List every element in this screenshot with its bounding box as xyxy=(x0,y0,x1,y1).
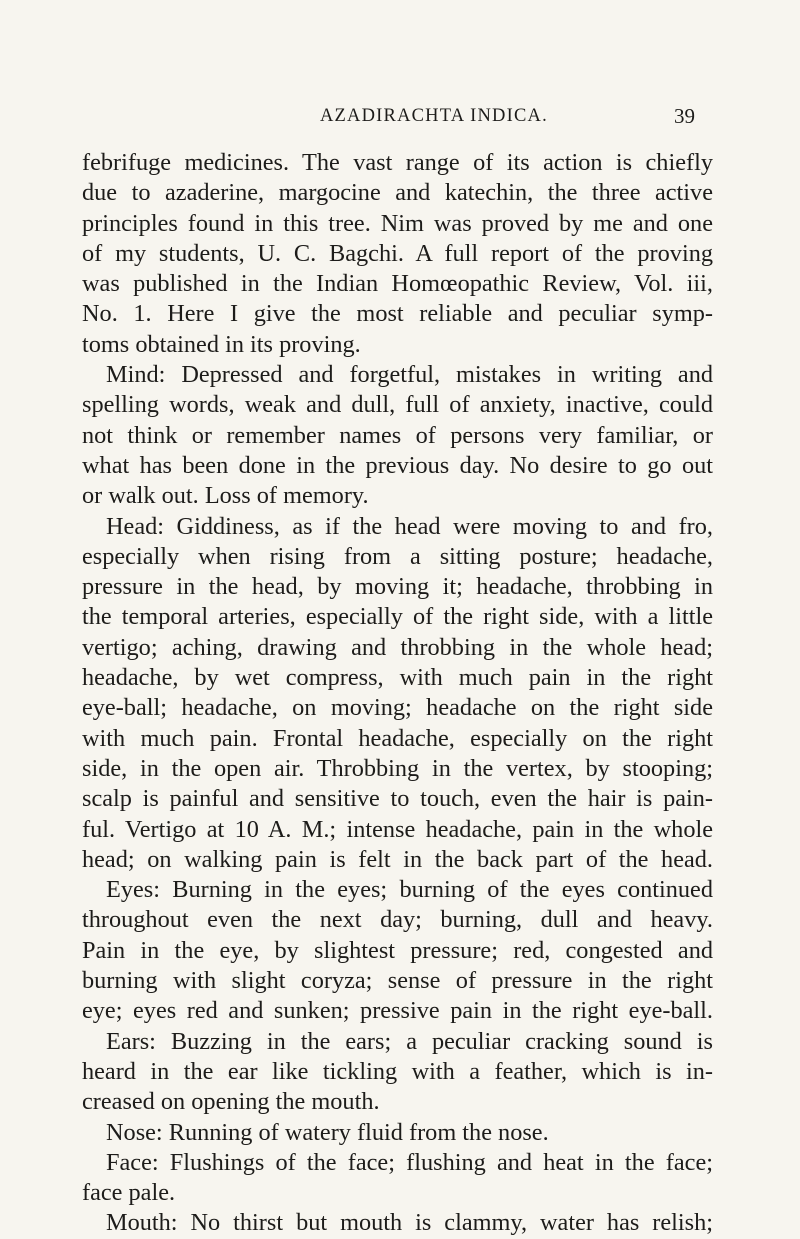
text-line: Mouth: No thirst but mouth is clammy, water has relish; xyxy=(106,1209,713,1237)
text-line: the temporal arteries, especially of the right side, with a little xyxy=(82,603,713,631)
text-line: eye; eyes red and sunken; pressive pain in the right eye-ball. xyxy=(82,997,713,1025)
text-line: spelling words, weak and dull, full of anxiety, inactive, could xyxy=(82,391,713,419)
text-line: head; on walking pain is felt in the back part of the head. xyxy=(82,845,713,873)
text-line: or walk out. Loss of memory. xyxy=(82,482,369,510)
text-line: scalp is painful and sensitive to touch, even the hair is pain- xyxy=(82,785,713,813)
text-line: Face: Flushings of the face; flushing and heat in the face; xyxy=(106,1148,713,1176)
text-line: toms obtained in its proving. xyxy=(82,330,361,358)
text-line: side, in the open air. Throbbing in the vertex, by stooping; xyxy=(82,754,713,782)
text-line: Ears: Buzzing in the ears; a peculiar cracking sound is xyxy=(106,1027,713,1055)
text-line: Pain in the eye, by slightest pressure; red, congested and xyxy=(82,936,713,964)
text-line: febrifuge medicines. The vast range of its action is chiefly xyxy=(82,149,713,176)
text-line: throughout even the next day; burning, dull and heavy. xyxy=(82,906,713,934)
text-line: Mind: Depressed and forgetful, mistakes in writing and xyxy=(106,361,713,389)
text-line: face pale. xyxy=(82,1179,176,1207)
text-line: creased on opening the mouth. xyxy=(82,1088,380,1116)
text-line: Head: Giddiness, as if the head were moving to and fro, xyxy=(106,512,713,540)
text-line: Nose: Running of watery fluid from the nose. xyxy=(106,1118,549,1146)
text-line: ful. Vertigo at 10 A. M.; intense headache, pain in the whole xyxy=(82,815,713,843)
running-title: AZADIRACHTA INDICA. xyxy=(320,106,548,126)
text-line: due to azaderine, margocine and katechin, the three active xyxy=(82,179,713,207)
text-line: headache, by wet compress, with much pain in the right xyxy=(82,664,713,692)
text-line: pressure in the head, by moving it; headache, throbbing in xyxy=(82,573,713,601)
text-line: Eyes: Burning in the eyes; burning of the eyes continued xyxy=(106,876,713,904)
text-line: heard in the ear like tickling with a feather, which is in- xyxy=(82,1057,713,1085)
text-line: principles found in this tree. Nim was proved by me and one xyxy=(82,209,713,237)
text-line: with much pain. Frontal headache, especially on the right xyxy=(82,724,713,752)
page-number: 39 xyxy=(674,104,695,128)
text-line: eye-ball; headache, on moving; headache on the right side xyxy=(82,694,713,722)
text-line: was published in the Indian Homœopathic Review, Vol. iii, xyxy=(82,270,713,298)
body-text xyxy=(82,148,713,1239)
text-line: vertigo; aching, drawing and throbbing in the whole head; xyxy=(82,633,713,661)
text-line: not think or remember names of persons very familiar, or xyxy=(82,421,713,449)
text-line: burning with slight coryza; sense of pressure in the right xyxy=(82,967,713,995)
text-line: of my students, U. C. Bagchi. A full report of the proving xyxy=(82,239,713,267)
text-line: what has been done in the previous day. No desire to go out xyxy=(82,451,713,479)
running-head xyxy=(0,106,800,128)
text-line: especially when rising from a sitting posture; headache, xyxy=(82,542,713,570)
text-line: No. 1. Here I give the most reliable and peculiar symp- xyxy=(82,300,713,328)
